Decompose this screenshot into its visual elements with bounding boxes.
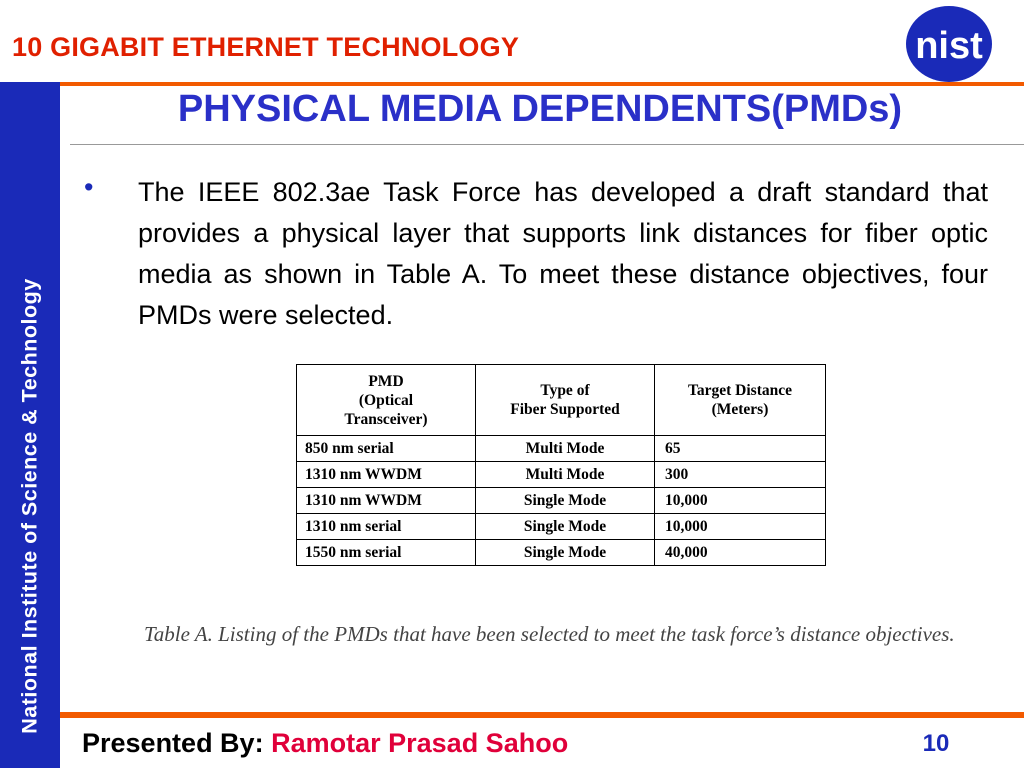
table-row <box>297 436 826 462</box>
page-number: 10 <box>922 730 950 757</box>
sidebar-institute-name: National Institute of Science & Technology <box>17 278 42 734</box>
cell-fiber-type: Single Mode <box>476 488 655 514</box>
header-target-distance: Target Distance (Meters) <box>655 365 826 436</box>
cell-distance: 40,000 <box>655 540 826 566</box>
logo-text: nist <box>915 25 983 67</box>
cell-pmd: 1310 nm WWDM <box>297 488 476 514</box>
header-pmd: PMD (Optical Transceiver) <box>297 365 476 436</box>
cell-fiber-type: Single Mode <box>476 514 655 540</box>
table-row <box>297 488 826 514</box>
table-row <box>297 462 826 488</box>
cell-pmd: 1310 nm WWDM <box>297 462 476 488</box>
cell-pmd: 850 nm serial <box>297 436 476 462</box>
cell-pmd: 1310 nm serial <box>297 514 476 540</box>
cell-distance: 300 <box>655 462 826 488</box>
title-divider <box>70 144 1024 145</box>
table-row <box>297 514 826 540</box>
cell-fiber-type: Single Mode <box>476 540 655 566</box>
cell-fiber-type: Multi Mode <box>476 436 655 462</box>
table-header-row <box>297 365 826 436</box>
pmd-table <box>296 364 826 566</box>
presenter-name: Ramotar Prasad Sahoo <box>271 728 569 758</box>
header-fiber-type: Type of Fiber Supported <box>476 365 655 436</box>
sidebar <box>0 82 60 768</box>
body-paragraph: The IEEE 802.3ae Task Force has developed a draft standard that provides a physical layer that supports link distances for fiber optic media as shown in Table A. To meet these distance objectives, four PMDs were selected. <box>138 177 988 330</box>
cell-distance: 10,000 <box>655 514 826 540</box>
presented-by-label: Presented By: <box>82 728 264 758</box>
top-divider <box>60 82 1024 86</box>
nist-logo <box>905 4 993 84</box>
cell-distance: 65 <box>655 436 826 462</box>
bullet-icon: • <box>84 172 94 202</box>
cell-distance: 10,000 <box>655 488 826 514</box>
table-caption: Table A. Listing of the PMDs that have been selected to meet the task force’s distance objectives. <box>144 622 955 646</box>
footer <box>82 728 568 759</box>
table-row <box>297 540 826 566</box>
presentation-header: 10 GIGABIT ETHERNET TECHNOLOGY <box>12 32 520 62</box>
cell-pmd: 1550 nm serial <box>297 540 476 566</box>
cell-fiber-type: Multi Mode <box>476 462 655 488</box>
bottom-divider <box>60 712 1024 718</box>
slide-title: PHYSICAL MEDIA DEPENDENTS(PMDs) <box>177 88 903 130</box>
